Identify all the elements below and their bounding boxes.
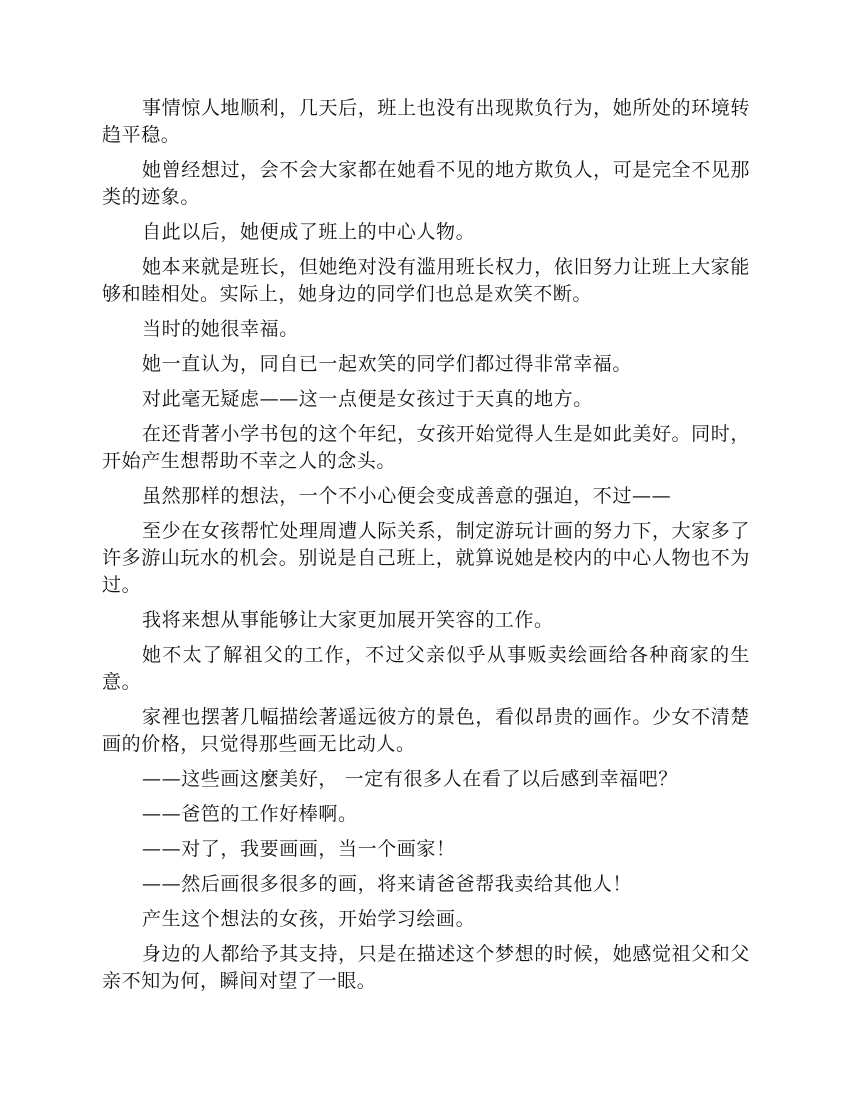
dialogue-line: ——然后画很多很多的画，将来请爸爸帮我卖给其他人！ [142,873,633,895]
document-body [102,95,750,1003]
paragraph: 在还背著小学书包的这个年纪，女孩开始觉得人生是如此美好。同时，开始产生想帮助不幸之人的念头。 [102,423,750,472]
paragraph: 她一直认为，同自已一起欢笑的同学们都过得非常幸福。 [142,353,633,375]
dialogue-line: ——爸笆的工作好棒啊。 [142,803,358,825]
dialogue-line: ——这些画这麼美好， 一定有很多人在看了以后感到幸福吧？ [142,768,678,790]
paragraph: 当时的她很幸福。 [142,318,299,340]
paragraph: 自此以后，她便成了班上的中心人物。 [142,221,476,243]
paragraph: 对此毫无疑虑——这一点便是女孩过于天真的地方。 [142,388,593,410]
paragraph: 至少在女孩帮忙处理周遭人际关系，制定游玩计画的努力下，大家多了许多游山玩水的机会。别说是自己班上，就算说她是校内的中心人物也不为过。 [102,520,750,596]
paragraph: 她本来就是班长，但她绝对没有滥用班长权力，依旧努力让班上大家能够和睦相处。实际上，她身边的同学们也总是欢笑不断。 [102,256,750,305]
dialogue-line: ——对了，我要画画，当一个画家！ [142,838,456,860]
paragraph: 产生这个想法的女孩，开始学习绘画。 [142,908,476,930]
paragraph: 她不太了解祖父的工作，不过父亲似乎从事贩卖绘画给各种商家的生意。 [102,644,750,693]
paragraph: 我将来想从事能够让大家更加展开笑容的工作。 [142,609,554,631]
paragraph: 事情惊人地顺利，几天后，班上也没有出现欺负行为，她所处的环境转趋平稳。 [102,97,750,146]
paragraph: 虽然那样的想法，一个不小心便会变成善意的强迫，不过—— [142,485,672,507]
paragraph: 她曾经想过，会不会大家都在她看不见的地方欺负人，可是完全不见那类的迹象。 [102,159,750,208]
paragraph: 家裡也摆著几幅描绘著遥远彼方的景色，看似昂贵的画作。少女不清楚画的价格，只觉得那些画无比动人。 [102,706,750,755]
paragraph: 身边的人都给予其支持，只是在描述这个梦想的时候，她感觉祖父和父亲不知为何，瞬间对望了一眼。 [102,943,750,992]
